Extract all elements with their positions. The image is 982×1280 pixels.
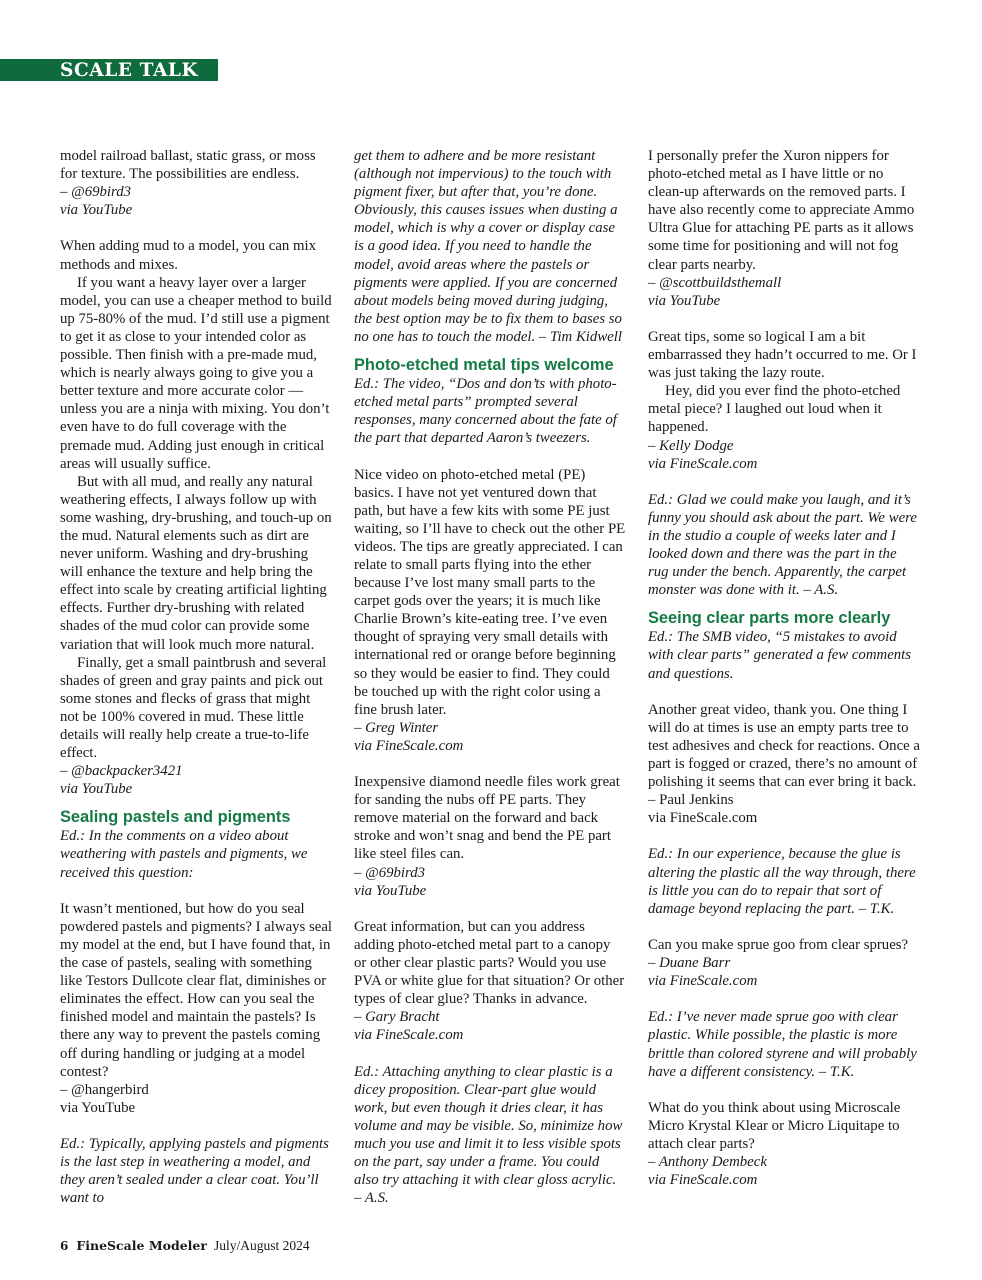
column-left	[60, 147, 332, 1207]
letter-author: – @69bird3	[60, 184, 132, 201]
editor-note: Ed.: Typically, applying pastels and pigments is the last step in weathering a model, and they aren’t sealed under a clear coat. You’ll want to	[60, 1135, 329, 1207]
column-middle	[354, 147, 626, 1207]
editor-note: Ed.: In our experience, because the glue is altering the plastic all the way through, there is little you can do to repair that sort of damage beyond replacing the part. – T.K.	[648, 846, 916, 917]
letter-text: Great tips, some so logical I am a bit embarrassed they hadn’t occurred to me. Or I was just taking the lazy route.	[648, 328, 917, 382]
letter-author: – Paul Jenkins	[648, 792, 734, 809]
page-footer	[60, 1238, 310, 1254]
issue-date: July/August 2024	[213, 1238, 310, 1253]
section-heading: Photo-etched metal tips welcome	[354, 356, 614, 375]
letter-text: Nice video on photo-etched metal (PE) basics. I have not yet ventured down that path, but have a few kits with some PE just waiting, so I’ll have to check out the other PE videos. The tips are greatly appreciated. I can relate to small parts flying into the ether because I’ve lost many small parts to the carpet gods over the years; it is much like Charlie Brown’s kite-eating tree. I’ve even thought of spraying very small details with international red or orange before beginning so they would be easier to find. They could be touched up with the right color using a fine brush later.	[354, 466, 626, 718]
editor-note: Ed.: The SMB video, “5 mistakes to avoid with clear parts” generated a few comments and questions.	[648, 629, 912, 682]
letter-source: via FineScale.com	[648, 455, 758, 472]
letter-author: – @hangerbird	[60, 1081, 149, 1098]
letter-source: via YouTube	[60, 202, 133, 219]
letter-source: via FineScale.com	[648, 973, 758, 990]
letter-text: Finally, get a small paintbrush and several shades of green and gray paints and pick out some stones and flecks of grass that might not be 100% covered in mud. These little details will really help create a true-to-life effect.	[60, 654, 327, 762]
letter-source: via FineScale.com	[648, 1172, 758, 1189]
letter-author: – Anthony Dembeck	[648, 1154, 767, 1171]
letter-text: It wasn’t mentioned, but how do you seal powdered pastels and pigments? I always seal my model at the end, but I have found that, in the case of pastels, sealing with something like Testors Dullcote clear flat, diminishes or eliminates the effect. How can you seal the finished model and maintain the pastels? Is there any way to prevent the pastels coming off during handling or judging at a model contest?	[60, 900, 333, 1080]
letter-text: Inexpensive diamond needle files work great for sanding the nubs off PE parts. They remove material on the forward and back stroke and won’t snag and bend the PE part like steel files can.	[354, 774, 620, 863]
letter-text: model railroad ballast, static grass, or moss for texture. The possibilities are endless.	[60, 148, 316, 183]
letter-source: via FineScale.com	[648, 810, 758, 827]
letter-text: But with all mud, and really any natural weathering effects, I always follow up with some washing, dry-brushing, and touch-up on the mud. Natural elements such as dirt are never uniform. Washing and dry-brushing will enhance the texture and help bring the effect into scale by creating artificial lighting effects. Further dry-brushing with related shades of the mud color can provide some variation that will look much more natural.	[60, 473, 332, 653]
letter-text: I personally prefer the Xuron nippers for photo-etched metal as I have little or no clean-up afterwards on the removed parts. I have also recently come to appreciate Ammo Ultra Glue for attaching PE parts as it allows some time for positioning and will not fog clear parts nearby.	[648, 148, 915, 273]
letter-author: – Greg Winter	[354, 719, 439, 736]
letter-source: via YouTube	[648, 292, 721, 309]
letter-text: Hey, did you ever find the photo-etched metal piece? I laughed out loud when it happened.	[648, 383, 901, 436]
editor-note: get them to adhere and be more resistant (although not impervious) to the touch with pigment fixer, but after that, you’re done. Obviously, this causes issues when dusting a model, which is why a cover or display case is a good idea. If you need to handle the model, avoid areas where the pastels or pigments were applied. If you are concerned about models being moved during judging, the best option may be to fix them to bases so no one has to touch the model. – Tim Kidwell	[354, 148, 622, 345]
letter-text: Great information, but can you address adding photo-etched metal part to a canopy or other clear plastic parts? Would you use PVA or white glue for that situation? Or other types of clear glue? Thanks in advance.	[354, 918, 625, 1008]
letter-author: – Kelly Dodge	[648, 437, 734, 454]
letter-text: Another great video, thank you. One thing I will do at times is use an empty parts tree to test adhesives and check for reactions. Once a part is fogged or crazed, there’s no amount of polishing it seems that can ever bring it back.	[648, 701, 920, 791]
section-header-label: SCALE TALK	[60, 60, 199, 81]
page-number: 6	[60, 1239, 69, 1253]
letter-author: – @69bird3	[354, 864, 426, 881]
letter-source: via YouTube	[354, 882, 427, 899]
letter-author: – Duane Barr	[648, 955, 731, 972]
letter-source: via FineScale.com	[354, 737, 464, 754]
editor-note: Ed.: In the comments on a video about weathering with pastels and pigments, we received this question:	[60, 828, 308, 881]
letter-text: If you want a heavy layer over a larger model, you can use a cheaper method to build up 75-80% of the mud. I’d still use a pigment to get it as close to your intended color as possible. Then finish with a pre-made mud, which is nearly always going to give you a better texture and more accurate color — unless you are a ninja with mixing. You don’t even have to do full coverage with the premade mud. Adding just enough in critical areas will usually suffice.	[60, 274, 332, 472]
editor-note: Ed.: The video, “Dos and don’ts with photo-etched metal parts” prompted several responses, many concerned about the fate of the part that departed Aaron’s tweezers.	[354, 376, 617, 447]
letter-text: Can you make sprue goo from clear sprues?	[648, 936, 909, 953]
letter-source: via FineScale.com	[354, 1027, 464, 1044]
letter-source: via YouTube	[60, 781, 133, 798]
editor-note: Ed.: Attaching anything to clear plastic is a dicey proposition. Clear-part glue would work, but even though it dries clear, it has volume and may be visible. So, minimize how much you use and limit it to less visible spots on the part, say under a frame. You could also try attaching it with clear gloss acrylic. – A.S.	[354, 1063, 623, 1207]
letter-author: – Gary Bracht	[354, 1009, 440, 1026]
editor-note: Ed.: Glad we could make you laugh, and it’s funny you should ask about the part. We were in the studio a couple of weeks later and I looked down and there was the part in the rug under the bench. Apparently, the carpet monster was done with it. – A.S.	[648, 491, 917, 599]
letter-author: – @backpacker3421	[60, 763, 183, 780]
letter-source: via YouTube	[60, 1099, 136, 1116]
section-heading: Seeing clear parts more clearly	[648, 609, 891, 628]
letter-author: – @scottbuildsthemall	[648, 274, 782, 291]
letter-text: When adding mud to a model, you can mix methods and mixes.	[60, 238, 317, 273]
letter-text: What do you think about using Microscale Micro Krystal Klear or Micro Liquitape to attach clear parts?	[648, 1099, 901, 1152]
magazine-name: FineScale Modeler	[76, 1238, 207, 1253]
section-heading: Sealing pastels and pigments	[60, 808, 291, 827]
editor-note: Ed.: I’ve never made sprue goo with clear plastic. While possible, the plastic is more brittle than colored styrene and will probably have a different consistency. – T.K.	[648, 1009, 917, 1080]
column-right	[648, 147, 920, 1189]
